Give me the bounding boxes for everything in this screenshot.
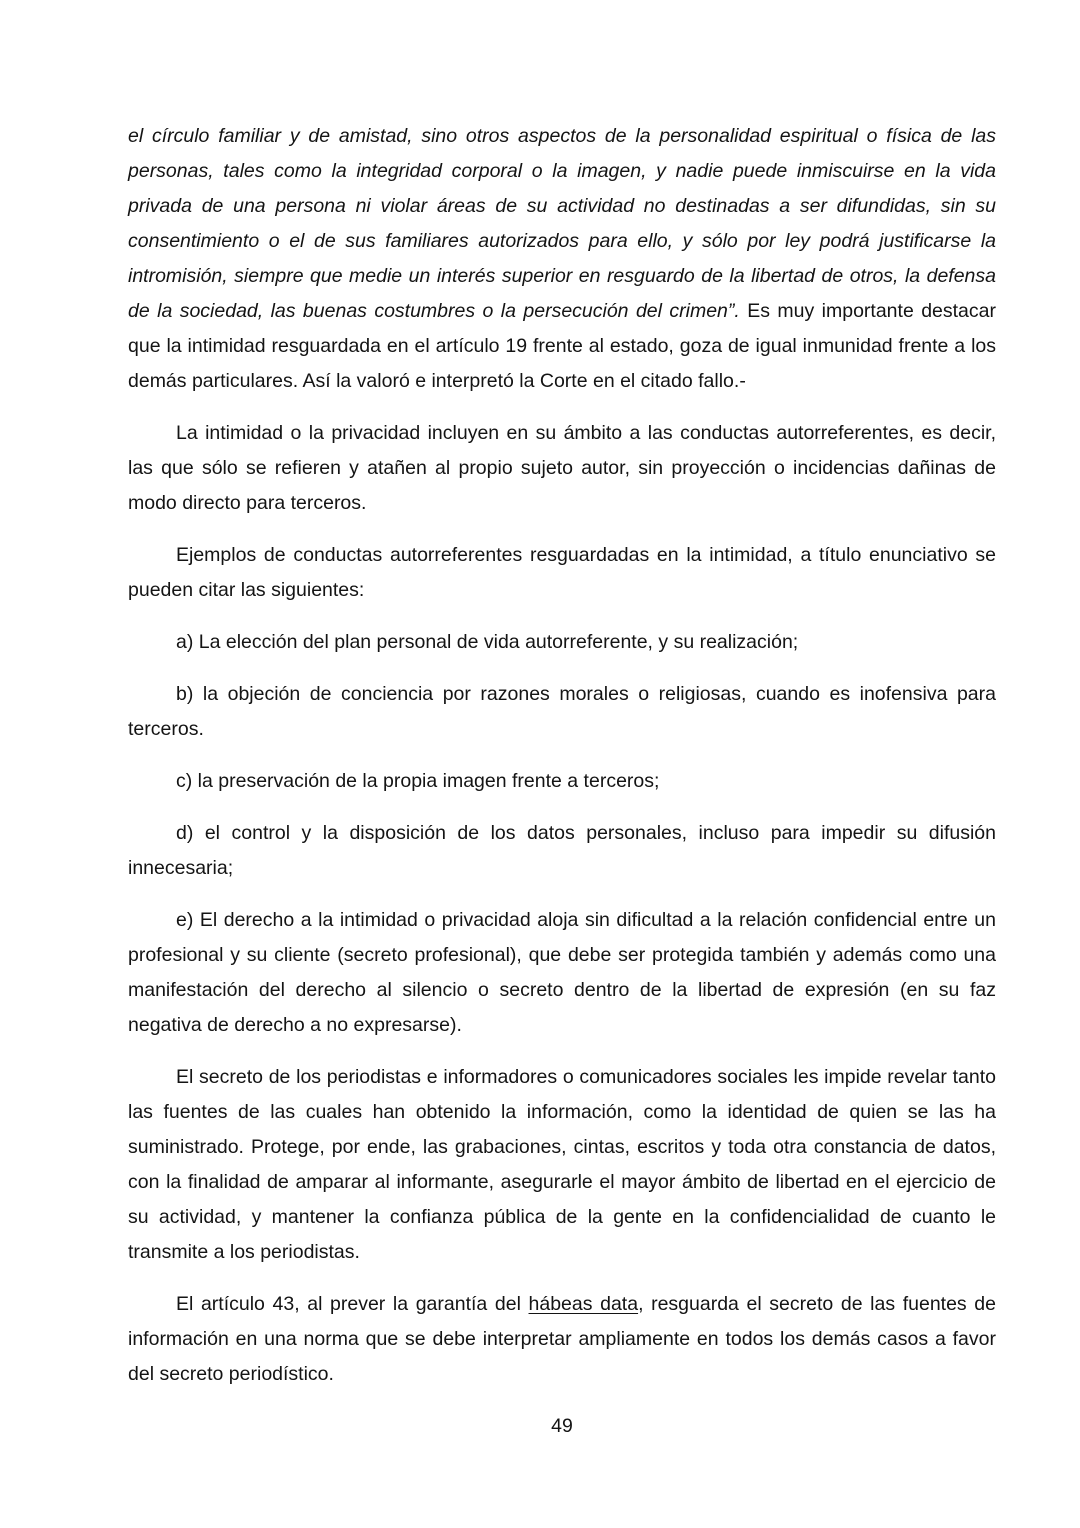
paragraph-ejemplos-intro: Ejemplos de conductas autorreferentes resguardadas en la intimidad, a título enunciativo se pueden citar las siguientes: — [128, 544, 996, 601]
list-item-c: c) la preservación de la propia imagen frente a terceros; — [176, 770, 660, 792]
list-item-e: e) El derecho a la intimidad o privacidad aloja sin dificultad a la relación confidencial entre un profesional y su cliente (secreto profesional), que debe ser protegida también y además como una manifestación del derecho al silencio o secreto dentro de la libertad de expresión (en su faz negativa de derecho a no expresarse). — [128, 909, 996, 1036]
habeas-data-underlined-term: hábeas data — [528, 1293, 639, 1315]
paragraph-articulo-43 — [128, 1287, 996, 1392]
list-item-d: d) el control y la disposición de los datos personales, incluso para impedir su difusión innecesaria; — [128, 822, 996, 879]
articulo-43-text-before: El artículo 43, al prever la garantía del — [176, 1293, 529, 1315]
paragraph-quote-continuation — [128, 119, 996, 399]
commentary-text: Es muy importante destacar que la intimidad resguardada en el artículo 19 frente al estado, goza de igual inmunidad frente a los demás particulares. Así la valoró e interpretó la Corte en el citado fallo.- — [128, 300, 996, 392]
page-number: 49 — [551, 1415, 573, 1437]
articulo-43-text-after: , resguarda el secreto de las fuentes de información en una norma que se debe interpretar ampliamente en todos los demás casos a favor del secreto periodístico. — [128, 1293, 996, 1385]
paragraph-intimidad-privacidad: La intimidad o la privacidad incluyen en su ámbito a las conductas autorreferentes, es decir, las que sólo se refieren y atañen al propio sujeto autor, sin proyección o incidencias dañinas de modo directo para terceros. — [128, 422, 996, 514]
quoted-italic-text: el círculo familiar y de amistad, sino otros aspectos de la personalidad espiritual o física de las personas, tales como la integridad corporal o la imagen, y nadie puede inmiscuirse en la vida privada de una persona ni violar áreas de su actividad no destinadas a ser difundidas, sin su consentimiento o el de sus familiares autorizados para ello, y sólo por ley podrá justificarse la intromisión, siempre que medie un interés superior en resguardo de la libertad de otros, la defensa de la sociedad, las buenas costumbres o la persecución del crimen”. — [128, 125, 996, 322]
paragraph-secreto-periodistas: El secreto de los periodistas e informadores o comunicadores sociales les impide revelar tanto las fuentes de las cuales han obtenido la información, como la identidad de quien se las ha suministrado. Protege, por ende, las grabaciones, cintas, escritos y toda otra constancia de datos, con la finalidad de amparar al informante, asegurarle el mayor ámbito de libertad en el ejercicio de su actividad, y mantener la confianza pública de la gente en la confidencialidad de cuanto le transmite a los periodistas. — [128, 1066, 996, 1263]
list-item-b: b) la objeción de conciencia por razones morales o religiosas, cuando es inofensiva para terceros. — [128, 683, 996, 740]
list-item-a: a) La elección del plan personal de vida autorreferente, y su realización; — [176, 631, 799, 653]
